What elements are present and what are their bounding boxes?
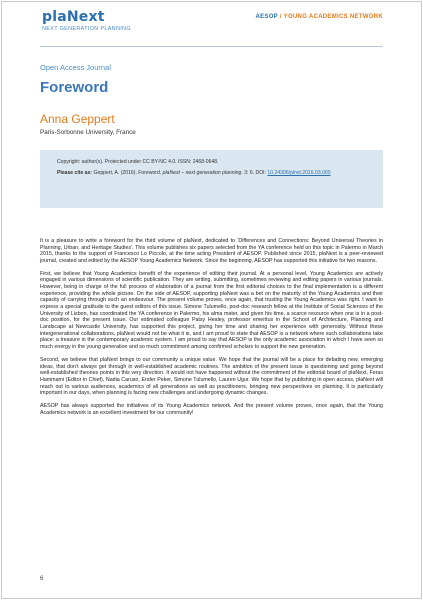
cite-volume: . 3: 6. DOI: bbox=[241, 170, 268, 177]
citation-text bbox=[57, 170, 366, 177]
network-separator: / bbox=[277, 14, 284, 20]
network-suffix: YOUNG ACADEMICS NETWORK bbox=[283, 14, 383, 20]
copyright-notice: Copyright: author(s). Protected under CC BY-NC 4.0. ISSN: 2468-0648. bbox=[57, 159, 219, 165]
body-paragraph: AESOP has always supported the initiatives of its Young Academics network. And the present volume proves, once again, that the Young Academics network is an excellent investment for our community! bbox=[40, 403, 383, 416]
page-number: 6 bbox=[40, 576, 44, 582]
article-title: Foreword bbox=[40, 79, 109, 96]
cite-label: Please cite as: bbox=[57, 170, 93, 177]
cite-reference: Geppert, A. (2016). Foreword. bbox=[93, 170, 163, 177]
cite-journal: plaNext – next generation planning bbox=[162, 170, 242, 177]
author-name: Anna Geppert bbox=[40, 112, 115, 126]
journal-logo: plaNext bbox=[42, 9, 105, 25]
network-label bbox=[255, 14, 383, 20]
article-body bbox=[40, 238, 383, 423]
network-prefix: AESOP bbox=[255, 14, 278, 20]
page-header bbox=[2, 2, 421, 38]
author-affiliation: Paris-Sorbonne University, France bbox=[40, 129, 136, 136]
body-paragraph: It is a pleasure to write a foreword for the third volume of plaNext, dedicated to ‘Differences and Connections: Beyond Universal Theories in Planning, Urban, and Heritage Studies’. This volume publishes six papers selected from the YA conference held on this topic in Palermo in March 2015, thanks to the support of Francesco Lo Piccolo, at the time acting President of AESOP. Published since 2015, plaNext is a peer-reviewed journal, created and edited by the AESOP Young Academics Network. Since the beginning, AESOP has supported this initiative for two reasons. bbox=[40, 238, 383, 264]
header-divider bbox=[40, 46, 383, 47]
doi-link[interactable]: 10.24306/plnxt.2016.03.000 bbox=[267, 170, 331, 177]
section-label: Open Access Journal bbox=[40, 63, 111, 72]
body-paragraph: Second, we believe that plaNext brings to our community a unique value. We hope that the journal will be a place for debating new, emerging ideas, that don’t always get through in well-established academic routines. The ambition of the present issue is questioning and going beyond well-established theories points in this very direction. It would not have happened without the commitment of the editorial board of plaNext, Feras Hammami (Editor in Chief), Nadia Caruso, Ender Peker, Simone Tulumello, Lauren Ugur. We hope that by publishing in open access, plaNext will reach out to various audiences, academics of all generations as well as practitioners, bringing new perspectives on planning. It is particularly important in our days, when planning is facing new challenges and undergoing dynamic changes. bbox=[40, 356, 383, 397]
journal-subtitle: NEXT GENERATION PLANNING bbox=[42, 26, 131, 32]
citation-box bbox=[40, 150, 383, 208]
body-paragraph: First, we believe that Young Academics benefit of the experience of editing their journal. At a personal level, Young Academics are actively engaged in various dimensions of scientific publication. They are writing, submitting, sometimes reviewing and editing papers in various journals. However, being in charge of the full process of elaboration of a journal from the first editorial choices to the final implementation is a different experience, providing the whole picture. On the side of AESOP, supporting plaNext was a bet on the maturity of the Young Academics and their capacity of carrying through such an endeavour. The present volume proves, once again, that trusting the Young Academics was right. I want to express a special gratitude to the guest editors of this issue. Simone Tulumello, post-doc research fellow at the Institute of Social Sciences of the University of Lisbon, has coordinated the YA conference in Palermo, his alma mater, and given his time, a scarce resource when one is in a post-doc position, for the present issue. Our estimated colleague Patsy Healey, professor emeritus in the School of Architecture, Planning and Landscape at Newcastle University, has supported this project, giving her time and sharing her experience with generosity. Without these intergenerational collaborations, plaNext would not be what it is, and I am proud to state that AESOP is a network where such collaborations take place: a treasure in the contemporary academic system. I am proud to say that AESOP is the only academic association in which I have seen so much energy in the young generation and so much commitment among confirmed scholars to support the new generation. bbox=[40, 270, 383, 351]
journal-page bbox=[1, 1, 422, 599]
